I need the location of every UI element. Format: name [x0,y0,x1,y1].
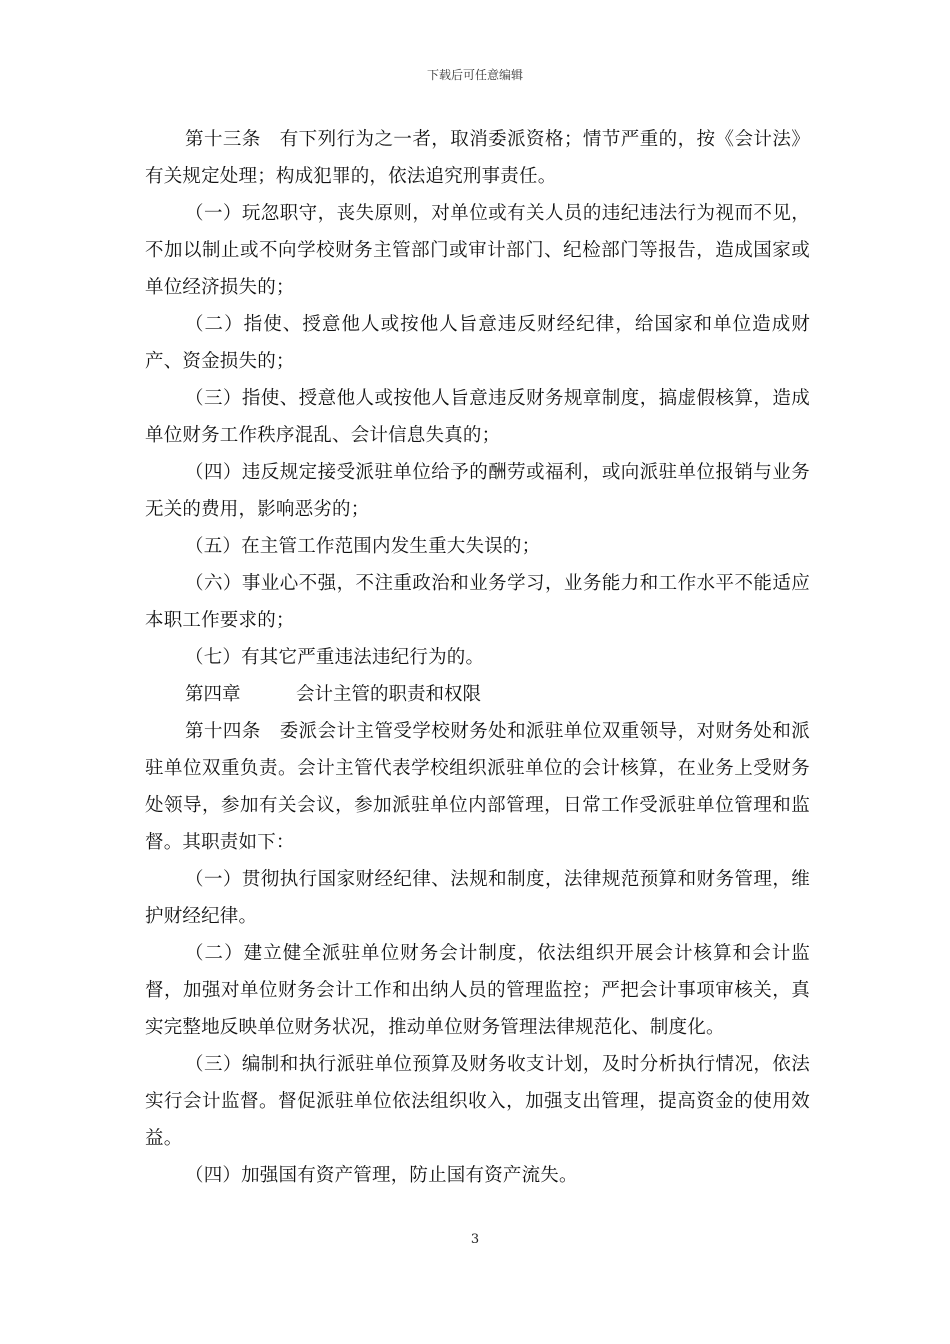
article-13-item-2: （二）指使、授意他人或按他人旨意违反财经纪律，给国家和单位造成财产、资金损失的； [145,314,810,372]
article-13-item-3: （三）指使、授意他人或按他人旨意违反财务规章制度，搞虚假核算，造成单位财务工作秩序混乱、会计信息失真的； [145,388,810,446]
article-13-item-6: （六）事业心不强，不注重政治和业务学习，业务能力和工作水平不能适应本职工作要求的； [145,573,810,631]
article-13-item-1: （一）玩忽职守，丧失原则，对单位或有关人员的违纪违法行为视而不见，不加以制止或不向学校财务主管部门或审计部门、纪检部门等报告，造成国家或单位经济损失的； [145,203,810,298]
article-14-item-1: （一）贯彻执行国家财经纪律、法规和制度，法律规范预算和财务管理，维护财经纪律。 [145,869,810,927]
header-note: 下载后可任意编辑 [426,68,523,82]
article-14-item-2: （二）建立健全派驻单位财务会计制度，依法组织开展会计核算和会计监督，加强对单位财务会计工作和出纳人员的管理监控；严把会计事项审核关，真实完整地反映单位财务状况，推动单位财务管理法律规范化、制度化。 [145,943,810,1038]
article-13-item-7: （七）有其它严重违法违纪行为的。 [185,647,485,668]
page-number: 3 [470,1232,480,1247]
article-13-item-5: （五）在主管工作范围内发生重大失误的； [185,536,541,557]
article-14-item-4: （四）加强国有资产管理，防止国有资产流失。 [185,1165,578,1186]
article-14-paragraph: 第十四条 委派会计主管受学校财务处和派驻单位双重领导，对财务处和派驻单位双重负责。会计主管代表学校组织派驻单位的会计核算，在业务上受财务处领导，参加有关会议，参加派驻单位内部管理，日常工作受派驻单位管理和监督。其职责如下： [145,721,810,853]
article-14-item-3: （三）编制和执行派驻单位预算及财务收支计划，及时分析执行情况，依法实行会计监督。督促派驻单位依法组织收入，加强支出管理，提高资金的使用效益。 [145,1054,810,1149]
document-body [145,121,810,1194]
article-13-paragraph: 第十三条 有下列行为之一者，取消委派资格；情节严重的，按《会计法》有关规定处理；构成犯罪的，依法追究刑事责任。 [145,129,810,187]
article-13-item-4: （四）违反规定接受派驻单位给予的酬劳或福利，或向派驻单位报销与业务无关的费用，影响恶劣的； [145,462,810,520]
chapter-4-heading: 第四章 会计主管的职责和权限 [185,684,482,705]
